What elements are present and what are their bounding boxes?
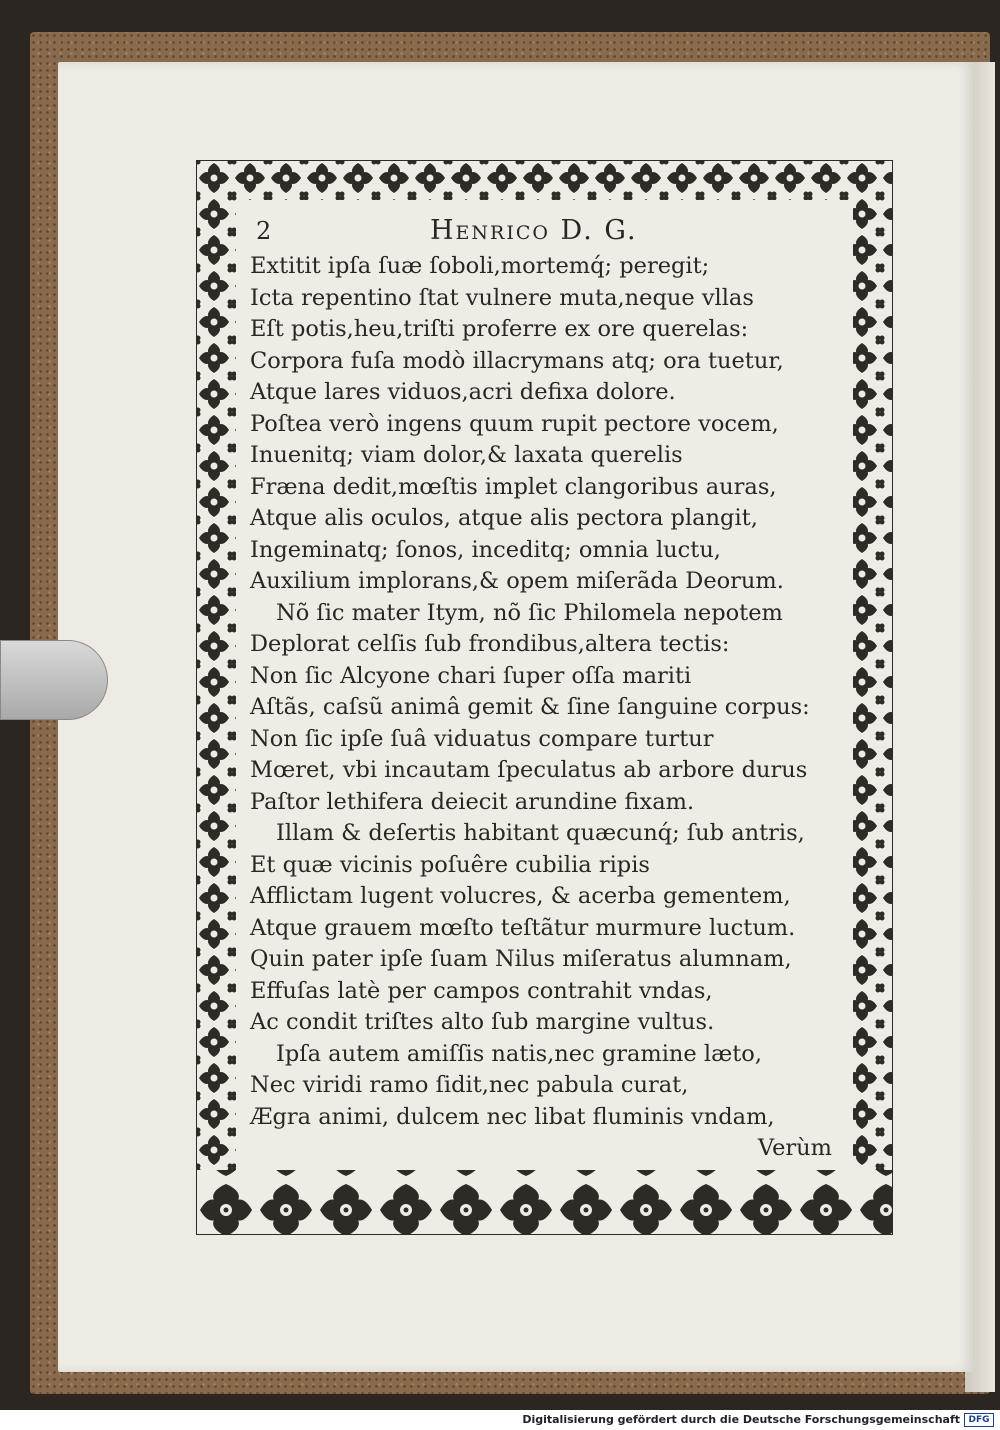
verse-line: Inuenitq; viam dolor,& laxata querelis	[250, 442, 683, 468]
page-number: 2	[256, 217, 272, 245]
verse-line: Non ſic Alcyone chari ſuper oſſa mariti	[250, 662, 692, 689]
footer-bar	[0, 1410, 1000, 1430]
verse-line: Illam & deſertis habitant quæcunq́; ſub antris,	[276, 820, 805, 846]
verse-line: Ingeminatq; ſonos, inceditq; omnia luctu,	[250, 536, 721, 563]
verse-line: Deplorat celſis ſub frondibus,altera tectis:	[250, 631, 730, 657]
dfg-logo: DFG	[964, 1413, 994, 1427]
text-block	[250, 215, 840, 1163]
page-header	[250, 215, 840, 251]
verse-line: Nõ ſic mater Itym, nõ ſic Philomela nepotem	[276, 599, 783, 626]
verse-line: Atque alis oculos, atque alis pectora plangit,	[250, 505, 758, 531]
verse-line: Corpora fuſa modò illacrymans atq; ora tuetur,	[250, 347, 784, 374]
verse-line: Et quæ vicinis poſuêre cubilia ripis	[250, 851, 650, 878]
catchword: Verùm	[757, 1135, 832, 1161]
verse-line: Mœret, vbi incautam ſpeculatus ab arbore durus	[250, 757, 808, 783]
verse-line: Ac condit triſtes alto ſub margine vultus.	[250, 1009, 715, 1035]
verse-line: Ipſa autem amiſſis natis,nec gramine læto,	[276, 1040, 762, 1067]
verse-line: Atque grauem mœſto teſtãtur murmure luctum.	[250, 914, 796, 941]
verse-line: Icta repentino ſtat vulnere muta,neque vllas	[250, 284, 754, 311]
funding-attribution: Digitalisierung gefördert durch die Deutsche Forschungsgemeinschaft	[522, 1413, 960, 1426]
verse-line: Fræna dedit,mœſtis implet clangoribus auras,	[250, 473, 777, 500]
verse-line: Ægra animi, dulcem nec libat fluminis vndam,	[250, 1103, 775, 1130]
verse-line: Extitit ipſa ſuæ ſoboli,mortemq́; peregit;	[250, 253, 710, 279]
verse-line: Afflictam lugent volucres, & acerba gementem,	[250, 883, 791, 909]
verse-line: Aſtãs, caſsũ animâ gemit & ſine ſanguine corpus:	[250, 694, 810, 720]
verse-line: Auxilium implorans,& opem miſerãda Deorum.	[250, 568, 784, 594]
verse-line: Atque lares viduos,acri defixa dolore.	[250, 379, 676, 405]
verse-line: Paſtor lethifera deiecit arundine fixam.	[250, 788, 695, 815]
verse-line: Eſt potis,heu,triſti proferre ex ore querelas:	[250, 316, 749, 342]
running-head: Henrico D. G.	[430, 215, 638, 246]
verse-line: Non ſic ipſe ſuâ viduatus compare turtur	[250, 725, 714, 752]
verse-lines	[250, 251, 840, 1133]
page-clip	[0, 640, 108, 720]
verse-line: Quin pater ipſe ſuam Nilus miſeratus alumnam,	[250, 946, 792, 972]
verse-line: Effuſas latè per campos contrahit vndas,	[250, 977, 713, 1004]
verse-line: Nec viridi ramo ſidit,nec pabula curat,	[250, 1072, 689, 1098]
verse-line: Poſtea verò ingens quum rupit pectore vocem,	[250, 410, 779, 437]
